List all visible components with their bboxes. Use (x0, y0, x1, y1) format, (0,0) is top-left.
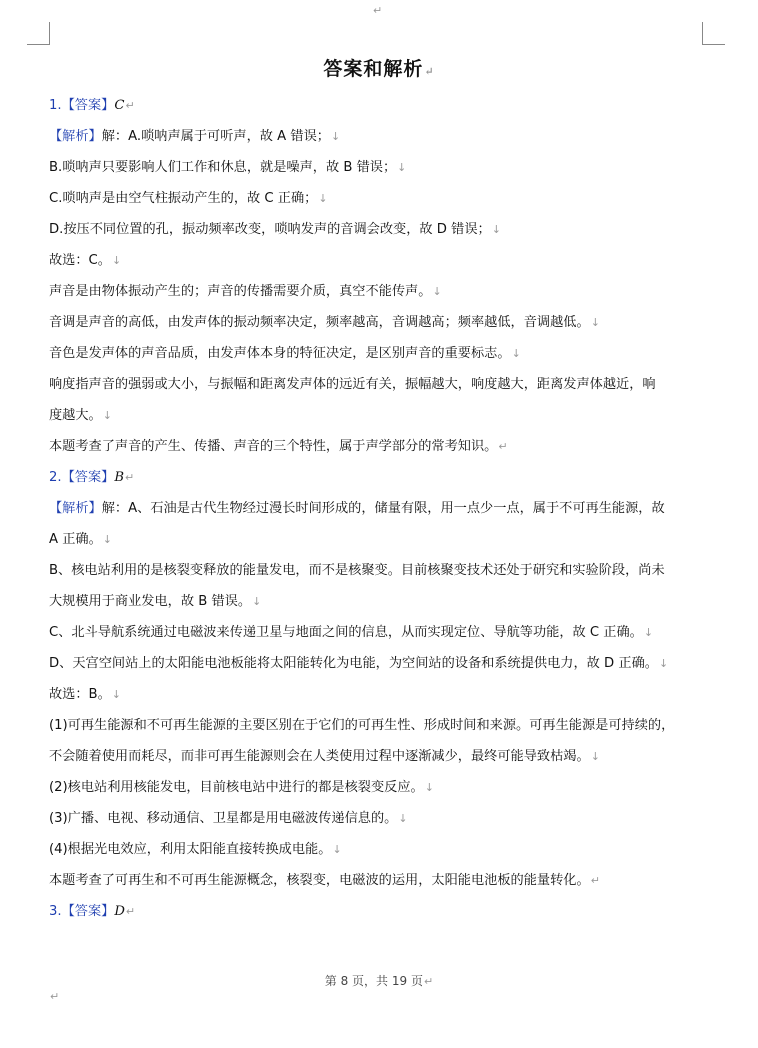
text-line: B、核电站利用的是核裂变释放的能量发电，而不是核聚变。目前核聚变技术还处于研究和实验阶段，尚未 (49, 563, 665, 578)
answer-line: 1.【答案】C↵ (49, 98, 135, 113)
text-line: 大规模用于商业发电，故 B 错误。↓ (49, 594, 262, 609)
text-line: 本题考查了声音的产生、传播、声音的三个特性，属于声学部分的常考知识。↵ (49, 439, 508, 454)
text-line: 本题考查了可再生和不可再生能源概念，核裂变，电磁波的运用，太阳能电池板的能量转化。↵ (49, 873, 600, 888)
answer-line: 3.【答案】D↵ (49, 904, 136, 919)
paragraph-mark-icon: ↵ (373, 4, 383, 17)
text-line: 声音是由物体振动产生的；声音的传播需要介质，真空不能传声。↓ (49, 284, 442, 299)
margin-corner-mark (27, 22, 50, 45)
text-line: D、天宫空间站上的太阳能电池板能将太阳能转化为电能，为空间站的设备和系统提供电力，故 D 正确。↓ (49, 656, 669, 671)
text-line: D.按压不同位置的孔，振动频率改变，唢呐发声的音调会改变，故 D 错误；↓ (49, 222, 501, 237)
document-body (49, 90, 719, 927)
text-line: (4)根据光电效应，利用太阳能直接转换成电能。↓ (49, 842, 342, 857)
text-line: C、北斗导航系统通过电磁波来传递卫星与地面之间的信息，从而实现定位、导航等功能，故 C 正确。↓ (49, 625, 654, 640)
text-line: 度越大。↓ (49, 408, 112, 423)
text-line: 故选：B。↓ (49, 687, 122, 702)
page-footer: 第 8 页，共 19 页↵ (324, 974, 434, 988)
text-line: 故选：C。↓ (49, 253, 122, 268)
text-line: B.唢呐声只要影响人们工作和休息，就是噪声，故 B 错误；↓ (49, 160, 407, 175)
page-title: 答案和解析↵ (323, 58, 435, 80)
text-line: 不会随着使用而耗尽，而非可再生能源则会在人类使用过程中逐渐减少，最终可能导致枯竭。↓ (49, 749, 600, 764)
text-line: 响度指声音的强弱或大小，与振幅和距离发声体的远近有关，振幅越大，响度越大，距离发声体越近，响 (49, 377, 656, 392)
text-line: C.唢呐声是由空气柱振动产生的，故 C 正确；↓ (49, 191, 328, 206)
paragraph-mark-icon: ↵ (50, 990, 60, 1003)
margin-corner-mark (702, 22, 725, 45)
text-line: 音调是声音的高低，由发声体的振动频率决定，频率越高，音调越高；频率越低，音调越低。↓ (49, 315, 600, 330)
text-line: A 正确。↓ (49, 532, 112, 547)
text-line: 音色是发声体的声音品质，由发声体本身的特征决定，是区别声音的重要标志。↓ (49, 346, 521, 361)
text-line: (1)可再生能源和不可再生能源的主要区别在于它们的可再生性、形成时间和来源。可再生能源是可持续的， (49, 718, 675, 733)
analysis-line: 【解析】解：A.唢呐声属于可听声，故 A 错误；↓ (49, 129, 341, 144)
answer-line: 2.【答案】B↵ (49, 470, 135, 485)
text-line: (2)核电站利用核能发电，目前核电站中进行的都是核裂变反应。↓ (49, 780, 434, 795)
analysis-line: 【解析】解：A、石油是古代生物经过漫长时间形成的，储量有限，用一点少一点，属于不可再生能源，故 (49, 501, 665, 516)
text-line: (3)广播、电视、移动通信、卫星都是用电磁波传递信息的。↓ (49, 811, 408, 826)
